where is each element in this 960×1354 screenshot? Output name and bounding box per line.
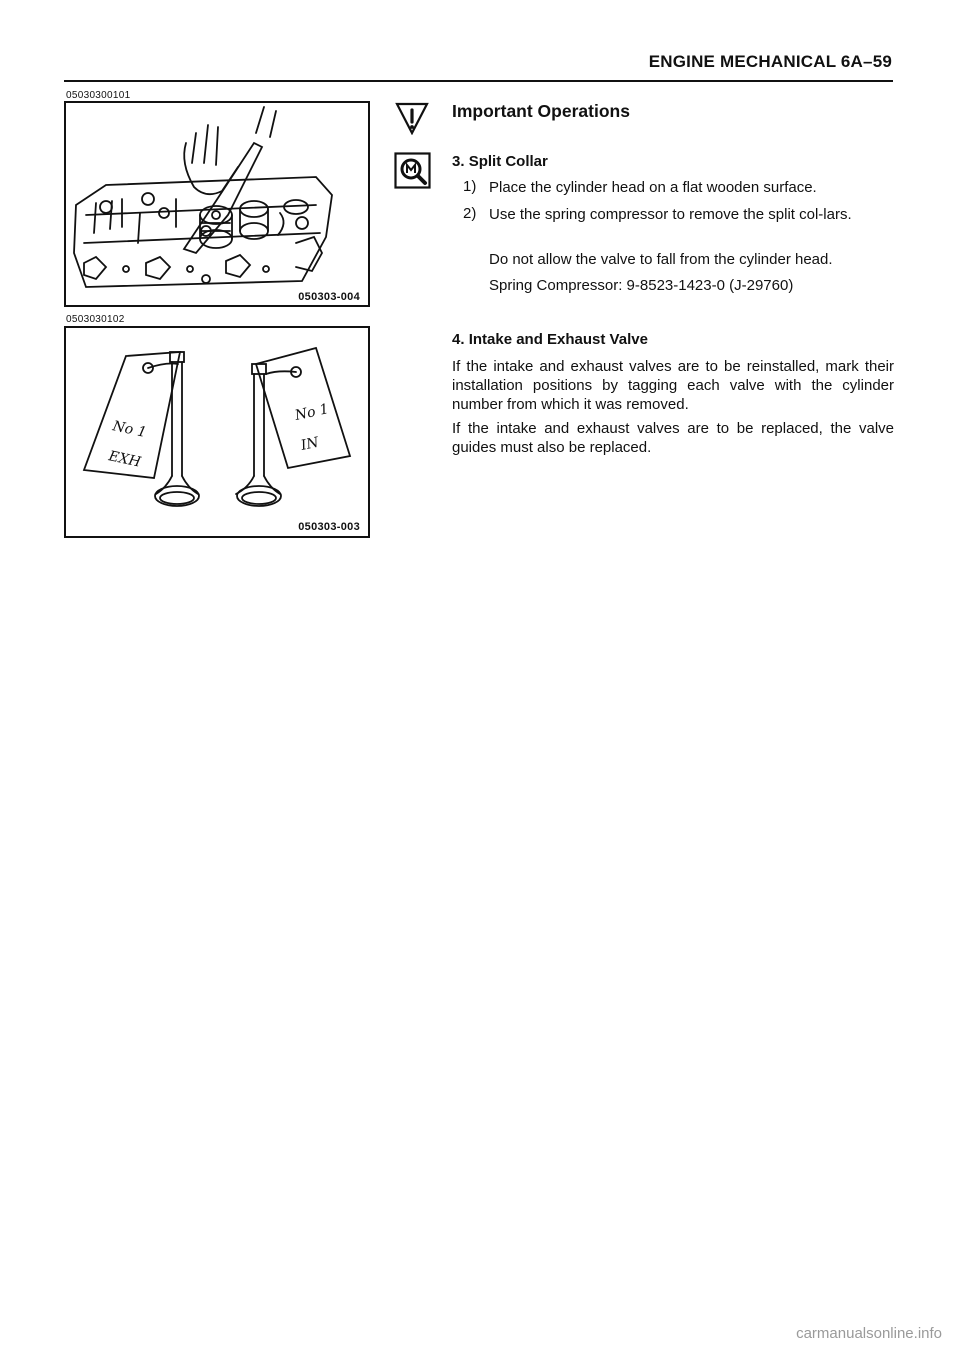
step-1-number: 1) <box>463 178 477 195</box>
figure-2-label: 050303-003 <box>298 521 360 533</box>
page-header: ENGINE MECHANICAL 6A–59 <box>648 52 892 71</box>
figure-cylinder-head <box>64 101 370 307</box>
figure-2-code: 0503030102 <box>66 314 125 325</box>
cylinder-head-illustration <box>66 103 368 305</box>
tag-right-line-2: IN <box>299 434 321 454</box>
figure-valves <box>64 326 370 538</box>
tool-specification: Spring Compressor: 9-8523-1423-0 (J-29760) <box>489 277 794 294</box>
header-rule <box>64 80 893 82</box>
step-2-number: 2) <box>463 205 477 222</box>
item-4-paragraph-1: If the intake and exhaust valves are to be reinstalled, mark their installation positions by tagging each valve with the cylinder number from which it was removed. <box>452 358 894 413</box>
item-4-paragraph-2: If the intake and exhaust valves are to be replaced, the valve guides must also be replaced. <box>452 420 894 456</box>
step-1-text: Place the cylinder head on a flat wooden surface. <box>489 179 817 196</box>
special-tool-icon <box>394 152 431 194</box>
tag-right-line-1: No 1 <box>293 401 331 424</box>
watermark: carmanualsonline.info <box>796 1325 942 1342</box>
section-title: Important Operations <box>452 101 630 121</box>
figure-1-code: 05030300101 <box>66 90 131 101</box>
tag-left-line-2: EXH <box>107 448 143 471</box>
figure-1-label: 050303-004 <box>298 291 360 303</box>
item-3-title: Split Collar <box>468 153 548 170</box>
valves-illustration <box>66 328 368 536</box>
step-2-text: Use the spring compressor to remove the split col-lars. <box>489 206 852 223</box>
item-3-heading <box>452 153 548 170</box>
item-3-number: 3. <box>452 153 465 170</box>
item-4-number: 4. <box>452 331 465 348</box>
warning-triangle-icon <box>395 101 429 140</box>
item-4-heading <box>452 331 648 348</box>
step-2-note: Do not allow the valve to fall from the cylinder head. <box>489 251 833 268</box>
item-4-title: Intake and Exhaust Valve <box>468 331 648 348</box>
tag-left-line-1: No 1 <box>111 418 148 441</box>
